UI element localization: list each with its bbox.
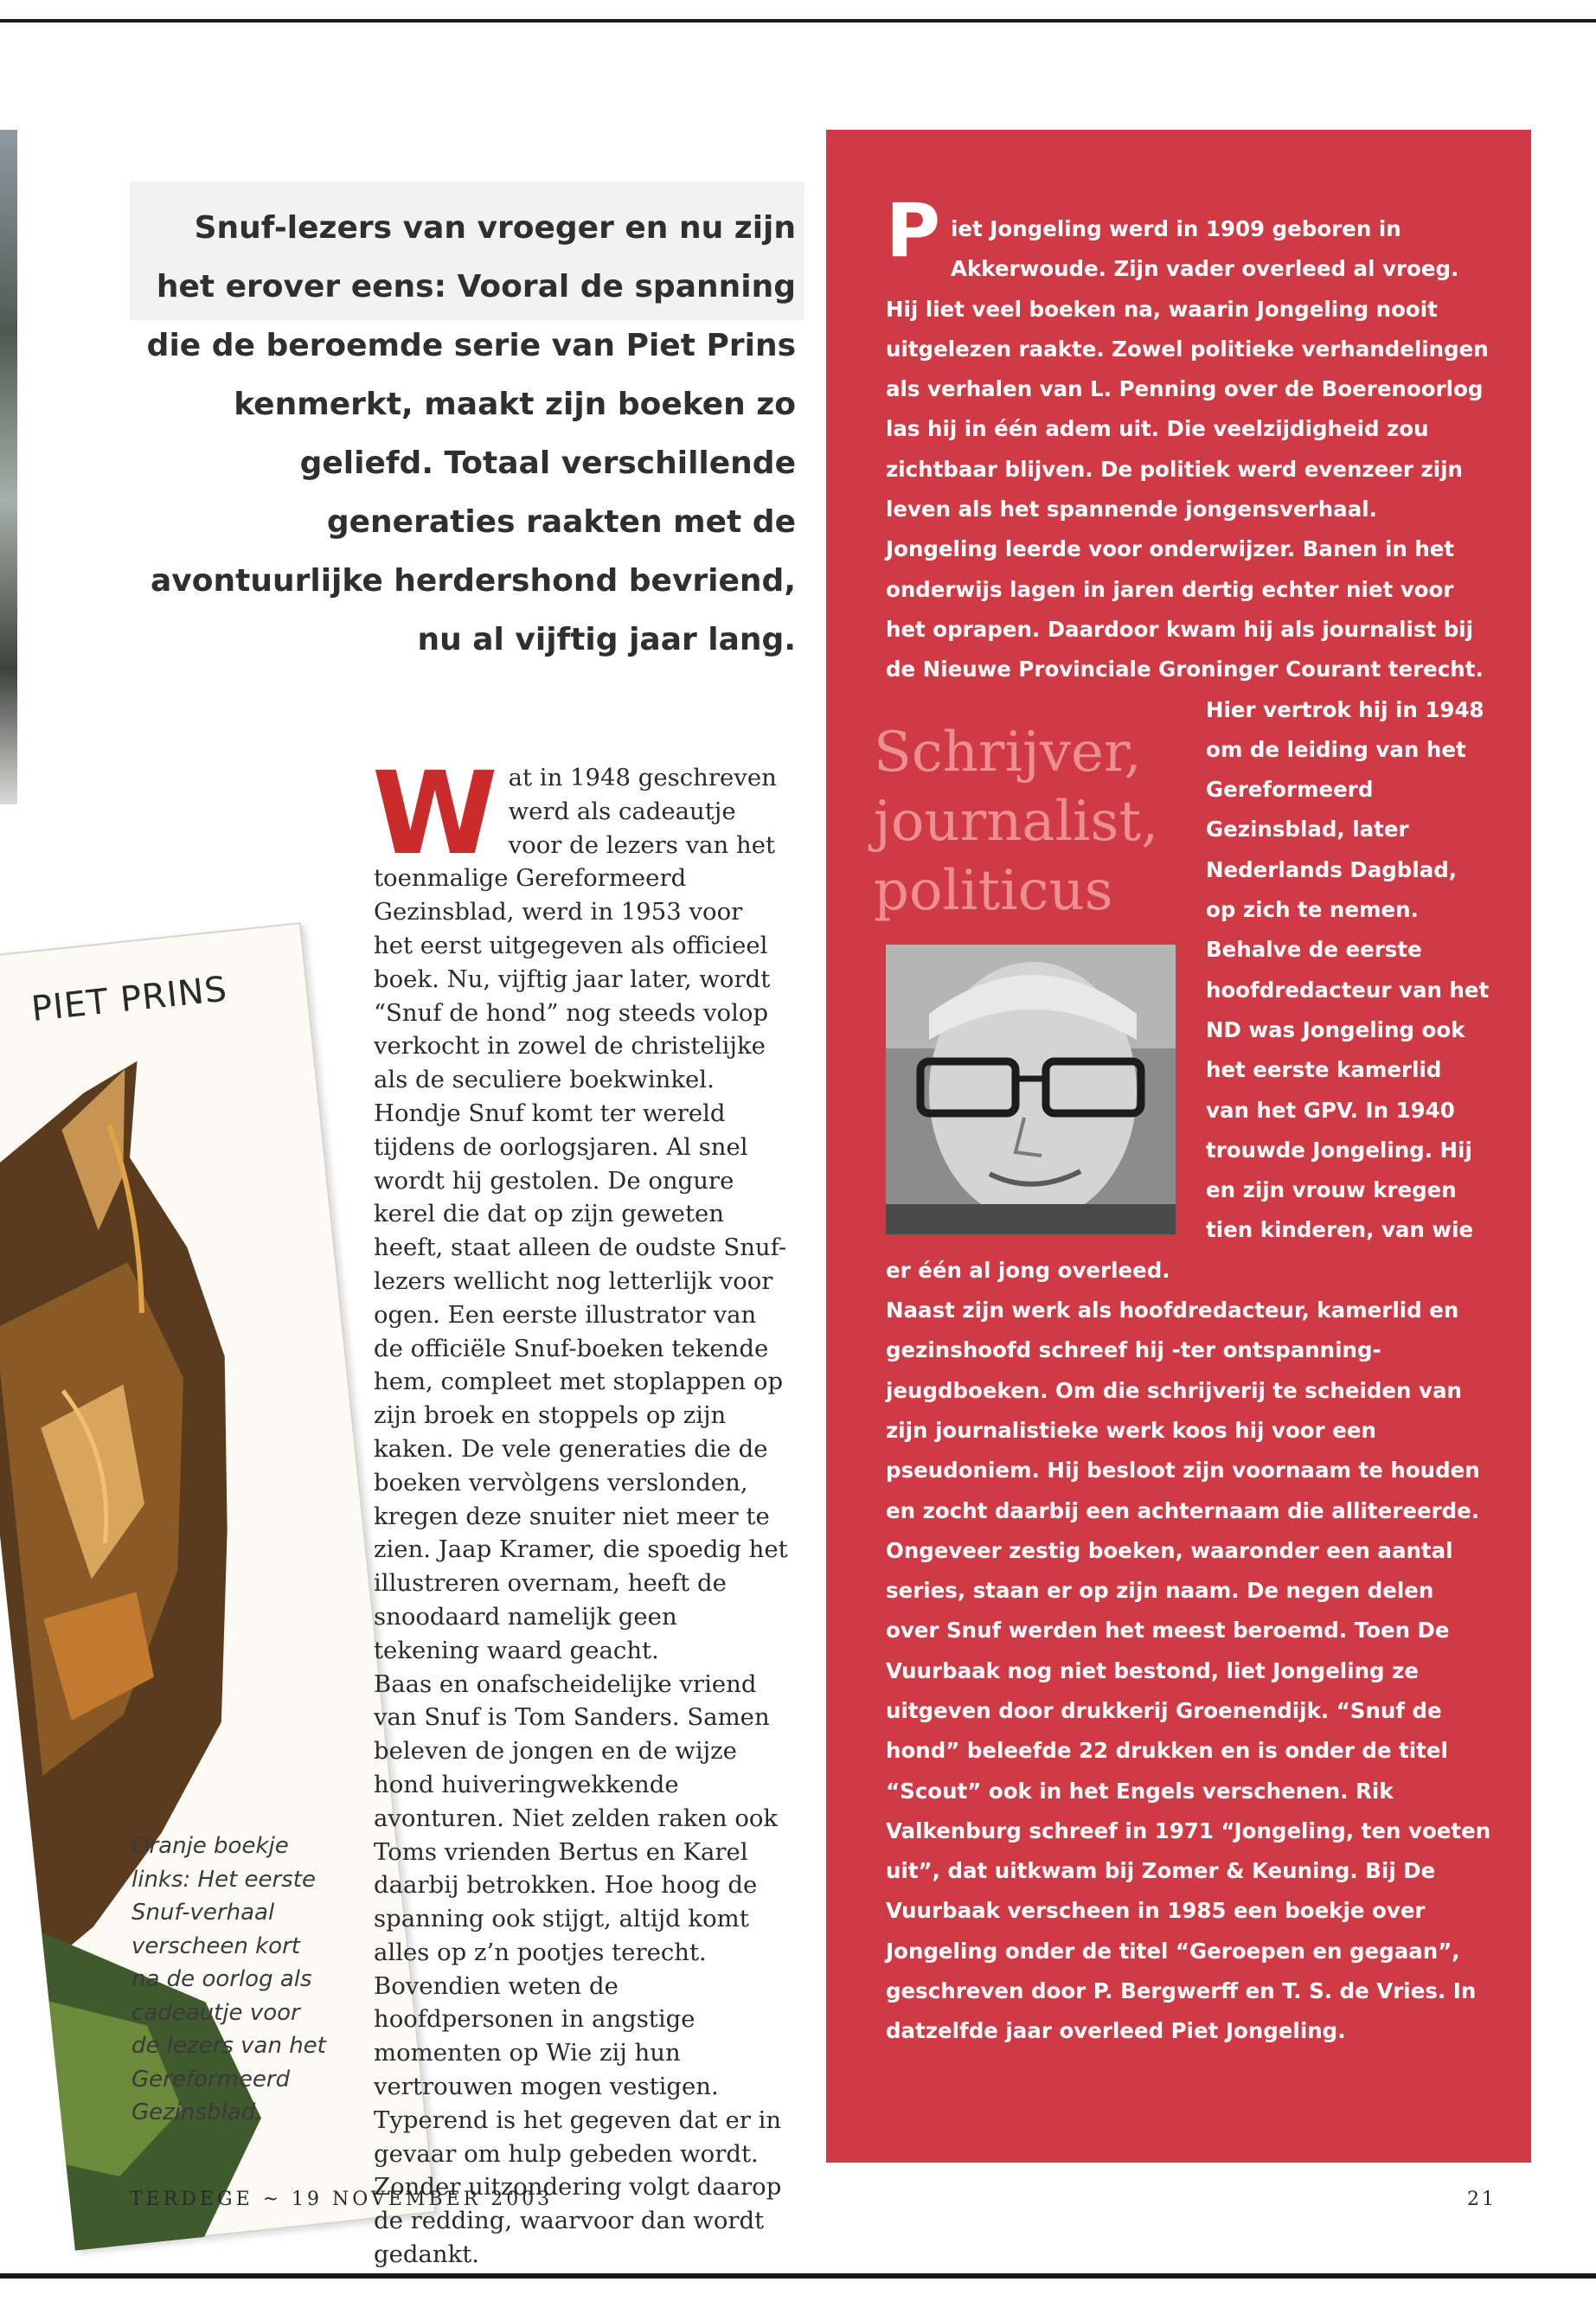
sidebar-heading: Schrijver, journalist, politicus [874, 721, 1159, 923]
footer-publication: TERDEGE ~ 19 NOVEMBER 2003 [130, 2189, 554, 2210]
page-number: 21 [1467, 2189, 1497, 2210]
sidebar-dropcap: P [886, 188, 941, 274]
book-caption: Oranje boekje links: Het eerste Snuf-verhaal verscheen kort na de oorlog als cadeautje voor de lezers van het Gereformeerd Gezinsblad. [131, 1833, 326, 2125]
article-paragraph-1-text: at in 1948 geschreven werd als cadeautje voor de lezers van het toenmalige Gereformeerd Gezinsblad, werd in 1953 voor het eerst uitgegeven als officieel boek. Nu, vijftig jaar later, wordt “Snuf de hond” nog steeds volop verkocht in zowel de christelijke als de seculiere boekwinkel. Hondje Snuf komt ter wereld tijdens de oorlogsjaren. Al snel wordt hij gestolen. De ongure kerel die dat op zijn geweten heeft, staat alleen de oudste Snuf-lezers wellicht nog letterlijk voor ogen. Een eerste illustrator van de officiële Snuf-boeken tekende hem, compleet met stoplappen op zijn broek en stoppels op zijn kaken. De vele generaties die de boeken vervòlgens verslonden, kregen deze snuiter niet meer te zien. Jaap Kramer, die spoedig het illustreren overnam, heeft de snoodaard namelijk geen tekening waard geacht. [374, 764, 788, 1664]
sidebar-paragraph-1-rest: terecht. Hier vertrok hij in 1948 om de leiding van het Gereformeerd Gezinsblad, later Nederlands Dagblad, op zich te nemen. Behalve de eerste hoofdredacteur van het ND was Jongeling ook het eerste kamerlid van het GPV. In 1940 trouwde Jongeling. Hij en zijn vrouw kregen tien kinderen, van wie er één al jong overleed. [886, 657, 1490, 1283]
top-rule [0, 19, 1596, 22]
intro-lead: Snuf-lezers van vroeger en nu zijn het erover eens: Vooral de spanning die de beroemde serie van Piet Prins kenmerkt, maakt zijn boeken zo geliefd. Totaal verschillende generaties raakten met de avontuurlijke herdershond bevriend, nu al vijftig jaar lang. [146, 210, 796, 657]
book-cover-title: PIET PRINS [29, 969, 230, 1030]
sidebar-paragraph-2: Naast zijn werk als hoofdredacteur, kamerlid en gezinshoofd schreef hij -ter ontspanning- jeugdboeken. Om die schrijverij te scheiden van zijn journalistieke werk koos hij voor een pseudoniem. Hij besloot zijn voornaam te houden en zocht daarbij een achternaam die allitereerde. Ongeveer zestig boeken, waaronder een aantal series, staan er op zijn naam. De negen delen over Snuf werden het meest beroemd. Toen De Vuurbaak nog niet bestond, liet Jongeling ze uitgeven door drukkerij Groenendijk. “Snuf de hond” beleefde 22 drukken en is onder de titel “Scout” ook in het Engels verschenen. Rik Valkenburg schreef in 1971 “Jongeling, ten voeten uit”, dat uitkwam bij Zomer & Keuning. Bij De Vuurbaak verscheen in 1985 een boekje over Jongeling onder de titel “Geroepen en gegaan”, geschreven door P. Bergwerff en T. S. de Vries. In datzelfde jaar overleed Piet Jongeling. [886, 1298, 1491, 2044]
sidebar-paragraph-1 [886, 188, 1491, 1291]
article-paragraph-1 [372, 747, 789, 1668]
article-body [372, 747, 789, 2272]
left-edge-photo-strip [0, 130, 17, 804]
bottom-rule [0, 2273, 1596, 2279]
article-dropcap: W [372, 747, 498, 881]
article-paragraph-2: Baas en onafscheidelijke vriend van Snuf is Tom Sanders. Samen beleven de jongen en de wijze hond huiveringwekkende avonturen. Niet zelden raken ook Toms vrienden Bertus en Karel daarbij betrokken. Hoe hoog de spanning ook stijgt, altijd komt alles op z’n pootjes terecht. Bovendien weten de hoofdpersonen in angstige momenten op Wie zij hun vertrouwen mogen vestigen. Typerend is het gegeven dat er in gevaar om hulp gebeden wordt. Zonder uitzondering volgt daarop de redding, waarvoor dan wordt gedankt. [374, 1670, 782, 2269]
sidebar-body [886, 188, 1491, 2052]
sidebar-float-spacer [886, 690, 1206, 1235]
sidebar-paragraph-1-text: iet Jongeling werd in 1909 geboren in Akkerwoude. Zijn vader overleed al vroeg. Hij liet veel boeken na, waarin Jongeling nooit uitgelezen raakte. Zowel politieke verhandelingen als verhalen van L. Penning over de Boerenoorlog las hij in één adem uit. Die veelzijdigheid zou zichtbaar blijven. De politiek werd evenzeer zijn leven als het spannende jongensverhaal. Jongeling leerde voor onderwijzer. Banen in het onderwijs lagen in jaren dertig echter niet voor het oprapen. Daardoor kwam hij als journalist bij de Nieuwe Provinciale Groninger Courant [886, 216, 1489, 683]
